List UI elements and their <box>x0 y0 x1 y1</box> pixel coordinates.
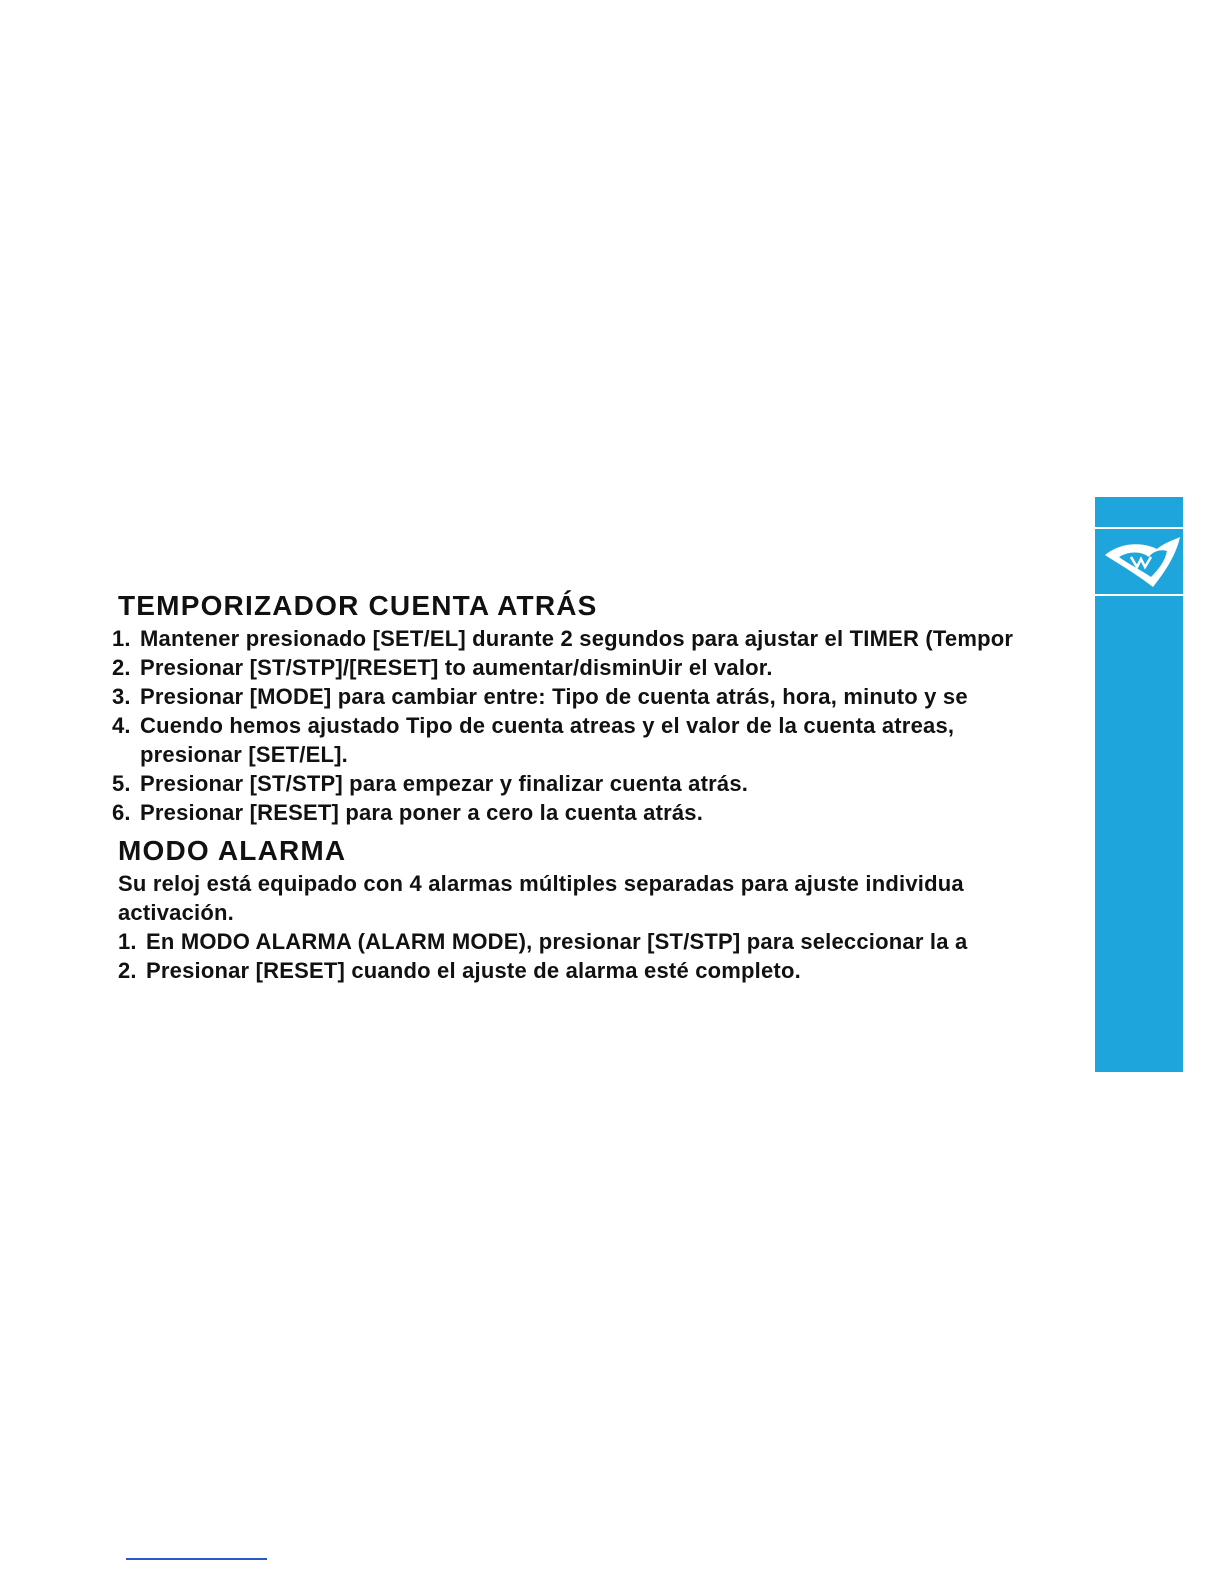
step-text: Presionar [ST/STP] para empezar y finalizar cuenta atrás. <box>140 771 749 796</box>
side-tab <box>1095 497 1183 1072</box>
step-number: 5. <box>112 771 131 796</box>
step-number: 1. <box>112 626 131 651</box>
step-text: Mantener presionado [SET/EL] durante 2 segundos para ajustar el TIMER (Tempor <box>140 626 1014 651</box>
step-number: 1. <box>118 929 137 954</box>
step-number: 2. <box>118 958 137 983</box>
step-number: 3. <box>112 684 131 709</box>
list-item <box>112 927 1062 956</box>
timer-steps-list <box>112 624 1062 827</box>
step-number: 2. <box>112 655 131 680</box>
alarm-section-title: MODO ALARMA <box>118 835 347 866</box>
step-text: Presionar [RESET] para poner a cero la cuenta atrás. <box>140 800 704 825</box>
content-area <box>112 588 1062 985</box>
heart-logo-icon <box>1101 533 1181 589</box>
step-text: Presionar [MODE] para cambiar entre: Tipo de cuenta atrás, hora, minuto y se <box>140 684 968 709</box>
list-item <box>112 653 1062 682</box>
list-item <box>112 798 1062 827</box>
step-text: En MODO ALARMA (ALARM MODE), presionar [ST/STP] para seleccionar la a <box>146 929 968 954</box>
step-number: 4. <box>112 713 131 738</box>
step-text: Cuendo hemos ajustado Tipo de cuenta atreas y el valor de la cuenta atreas, <box>140 713 955 738</box>
list-item <box>112 682 1062 711</box>
alarm-intro-line-2: activación. <box>118 900 234 925</box>
list-item <box>112 711 1062 740</box>
tab-divider-top <box>1095 527 1183 529</box>
list-item <box>112 769 1062 798</box>
list-item <box>112 956 1062 985</box>
alarm-intro-line-1: Su reloj está equipado con 4 alarmas múltiples separadas para ajuste individua <box>118 871 964 896</box>
footer-rule <box>126 1558 267 1560</box>
timer-section-title: TEMPORIZADOR CUENTA ATRÁS <box>118 590 598 621</box>
alarm-steps-list <box>112 927 1062 985</box>
step-number: 6. <box>112 800 131 825</box>
list-item <box>112 624 1062 653</box>
step-text: Presionar [ST/STP]/[RESET] to aumentar/disminUir el valor. <box>140 655 773 680</box>
step-text: Presionar [RESET] cuando el ajuste de alarma esté completo. <box>146 958 801 983</box>
step-continuation: presionar [SET/EL]. <box>140 742 348 767</box>
tab-divider-bottom <box>1095 594 1183 596</box>
